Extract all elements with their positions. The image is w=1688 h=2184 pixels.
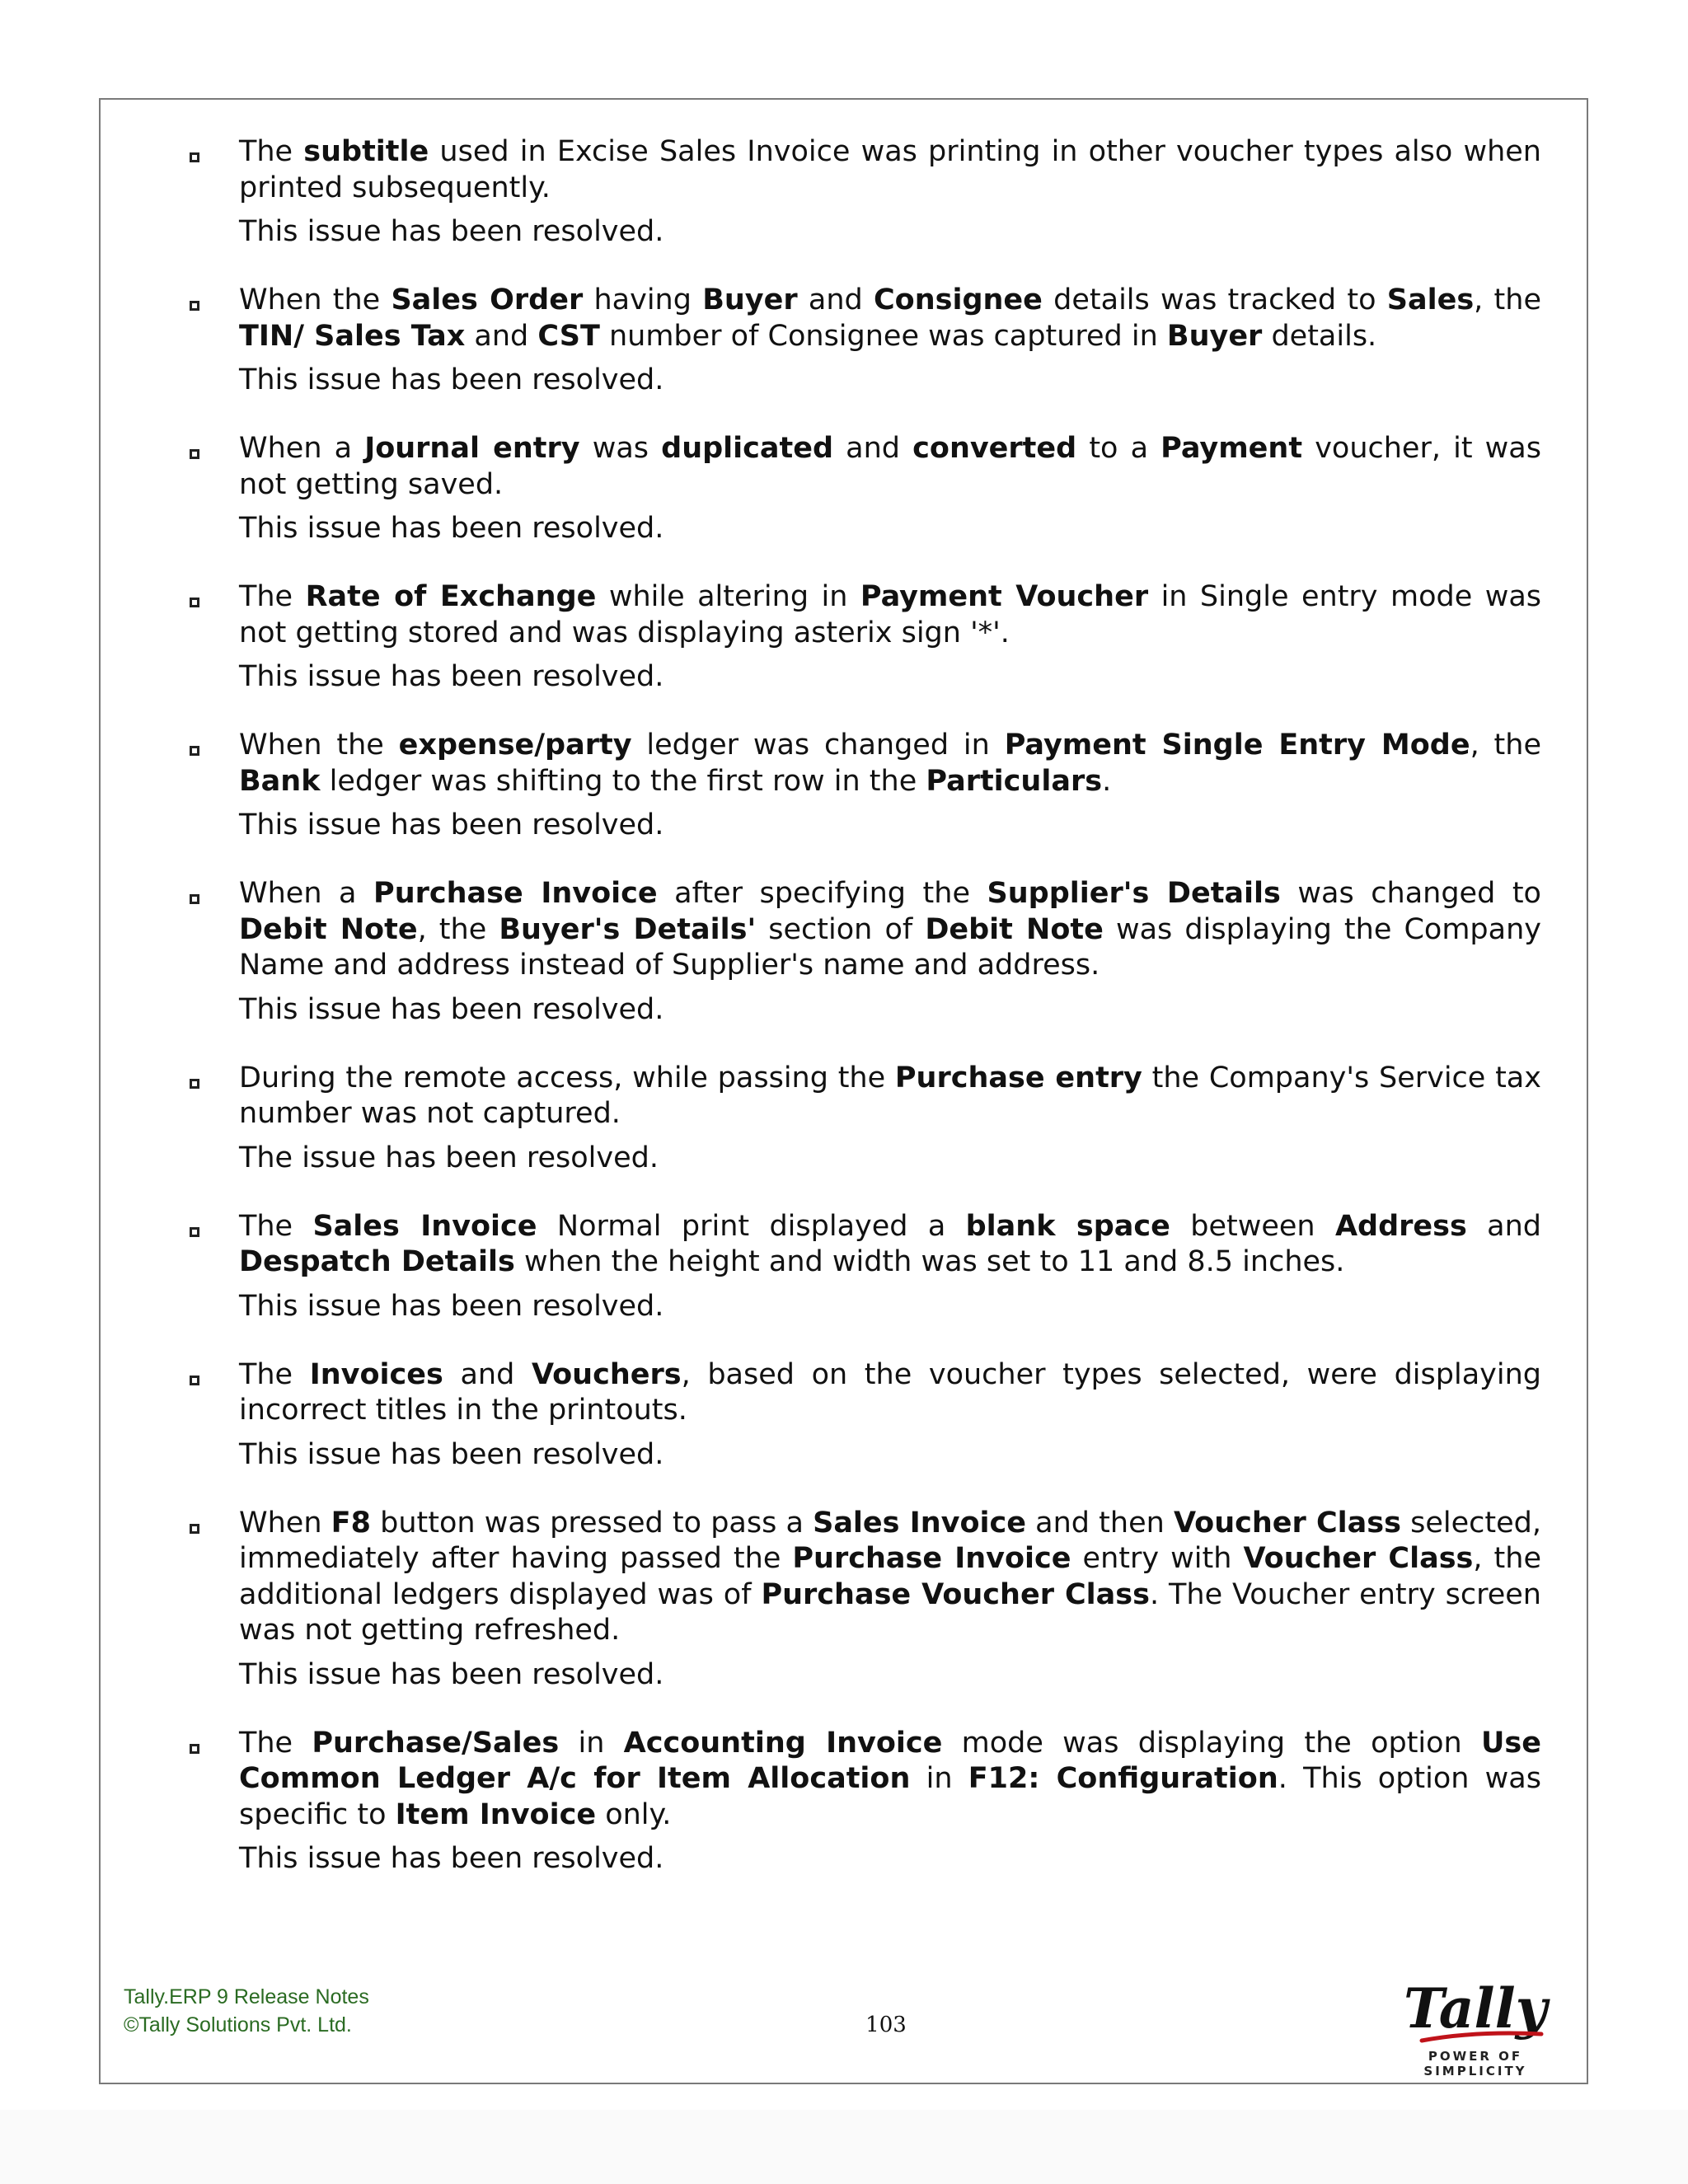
text-run: ledger was changed in	[631, 729, 1005, 762]
logo-tagline: POWER OF SIMPLICITY	[1423, 2049, 1527, 2079]
bold-term: Use Common Ledger A/c for Item Allocation	[239, 1726, 1541, 1795]
text-run: in	[910, 1762, 968, 1795]
text-run: .	[1102, 764, 1112, 798]
bold-term: Purchase Invoice	[373, 877, 658, 910]
issue-item	[185, 1061, 1541, 1176]
square-bullet-icon	[190, 598, 199, 607]
square-bullet-icon	[190, 746, 199, 756]
footer-document-info	[124, 1983, 369, 2039]
square-bullet-icon	[190, 1376, 199, 1385]
issue-item	[185, 1726, 1541, 1877]
resolution-note: This issue has been resolved.	[239, 808, 664, 841]
square-bullet-icon	[190, 301, 199, 311]
footer-copyright: ©Tally Solutions Pvt. Ltd.	[124, 2013, 352, 2036]
resolution-note: The issue has been resolved.	[239, 1141, 659, 1174]
issue-item	[185, 728, 1541, 843]
issue-list	[185, 134, 1541, 1910]
square-bullet-icon	[190, 1079, 199, 1089]
bold-term: Purchase/Sales	[312, 1726, 560, 1760]
text-run: When	[239, 1506, 331, 1540]
bold-term: Payment Single Entry Mode	[1004, 729, 1470, 762]
resolution-note: This issue has been resolved.	[239, 1842, 664, 1875]
text-run: number of Consignee was captured in	[599, 319, 1167, 353]
text-run: was changed to	[1280, 877, 1541, 910]
bold-term: expense/party	[398, 729, 632, 762]
resolution-note: This issue has been resolved.	[239, 1437, 664, 1471]
text-run: voucher, it was not getting saved.	[239, 432, 1541, 501]
bold-term: Payment	[1160, 432, 1303, 465]
bold-term: Debit Note	[239, 912, 418, 946]
bold-term: Sales	[1386, 284, 1475, 316]
bold-term: Buyer	[1166, 319, 1263, 353]
issue-description	[239, 1209, 1541, 1281]
bold-term: converted	[912, 432, 1077, 465]
text-run: to a	[1076, 432, 1161, 465]
bold-term: Buyer	[702, 284, 798, 316]
text-run: entry with	[1071, 1542, 1244, 1575]
issue-item	[185, 134, 1541, 250]
issue-description	[239, 283, 1541, 354]
text-run: ledger was shifting to the first row in the	[320, 764, 926, 798]
bold-term: Voucher Class	[1173, 1506, 1401, 1540]
resolution-note: This issue has been resolved.	[239, 215, 664, 248]
text-run: When a	[239, 432, 365, 465]
bold-term: CST	[537, 319, 600, 353]
issue-item	[185, 1357, 1541, 1473]
resolution-note: This issue has been resolved.	[239, 660, 664, 693]
issue-item	[185, 431, 1541, 546]
bold-term: duplicated	[661, 432, 834, 465]
square-bullet-icon	[190, 152, 199, 162]
issue-item	[185, 579, 1541, 695]
bold-term: Buyer's Details'	[499, 912, 757, 946]
text-run: , based on the voucher types selected, were displaying incorrect titles in the printouts.	[239, 1357, 1541, 1427]
text-run: when the height and width was set to 11 and 8.5 inches.	[514, 1245, 1345, 1278]
resolution-note: This issue has been resolved.	[239, 1289, 664, 1323]
bold-term: Invoices	[309, 1357, 443, 1391]
issue-description	[239, 728, 1541, 799]
bold-term: Voucher Class	[1243, 1542, 1474, 1575]
square-bullet-icon	[190, 894, 199, 904]
text-run: button was pressed to pass a	[370, 1506, 814, 1540]
text-run: Normal print displayed a	[537, 1209, 966, 1243]
tally-logo-wordmark: Tally	[1403, 1976, 1548, 2041]
resolution-note: This issue has been resolved.	[239, 992, 664, 1026]
text-run: , the	[417, 912, 499, 946]
bold-term: Sales Invoice	[312, 1209, 537, 1243]
tally-logo-mark	[1376, 1976, 1574, 2050]
bold-term: Rate of Exchange	[305, 580, 597, 613]
bold-term: Journal entry	[364, 432, 580, 465]
issue-item	[185, 1209, 1541, 1324]
text-run: section of	[756, 912, 926, 946]
text-run: in	[559, 1726, 624, 1760]
issue-description	[239, 1357, 1541, 1429]
text-run: having	[583, 284, 703, 316]
text-run: and then	[1026, 1506, 1174, 1540]
bold-term: Sales Invoice	[813, 1506, 1027, 1540]
text-run: and	[465, 319, 538, 353]
issue-description	[239, 1061, 1541, 1132]
text-run: , the	[1474, 284, 1541, 316]
text-run: The	[239, 1726, 312, 1760]
text-run: only.	[596, 1797, 672, 1831]
bold-term: Accounting Invoice	[623, 1726, 943, 1760]
text-run: was	[579, 432, 662, 465]
bold-term: TIN/ Sales Tax	[239, 319, 466, 353]
bold-term: Sales Order	[391, 284, 584, 316]
text-run: The	[239, 135, 304, 168]
bold-term: F8	[331, 1506, 371, 1540]
text-run: and	[443, 1357, 532, 1391]
text-run: the Company's Service tax number was not captured.	[239, 1061, 1541, 1130]
issue-item	[185, 1506, 1541, 1693]
resolution-note: This issue has been resolved.	[239, 363, 664, 396]
bold-term: F12: Configuration	[968, 1762, 1278, 1795]
bold-term: Address	[1334, 1209, 1467, 1243]
page-number: 103	[865, 2013, 907, 2037]
issue-description	[239, 431, 1541, 503]
bold-term: blank space	[965, 1209, 1170, 1243]
text-run: The	[239, 1357, 310, 1391]
text-run: mode was displaying the option	[942, 1726, 1481, 1760]
bold-term: Debit Note	[925, 912, 1104, 946]
text-run: , the additional ledgers displayed was of	[239, 1542, 1541, 1611]
text-run: . The Voucher entry screen was not getting refreshed.	[239, 1577, 1541, 1647]
bold-term: Consignee	[873, 284, 1043, 316]
page-bottom-margin	[0, 2110, 1688, 2184]
text-run: , the	[1470, 729, 1542, 762]
text-run: after specifying the	[657, 877, 987, 910]
text-run: The	[239, 580, 306, 613]
square-bullet-icon	[190, 1227, 199, 1237]
text-run: selected, immediately after having passed the	[239, 1506, 1541, 1575]
bold-term: Purchase Voucher Class	[761, 1577, 1150, 1611]
text-run: and	[797, 284, 874, 316]
text-run: When the	[239, 284, 392, 316]
text-run: and	[833, 432, 913, 465]
square-bullet-icon	[190, 1524, 199, 1534]
bold-term: Payment Voucher	[860, 580, 1149, 613]
issue-description	[239, 1506, 1541, 1649]
bold-term: Supplier's Details	[987, 877, 1281, 910]
issue-item	[185, 283, 1541, 398]
issue-description	[239, 1726, 1541, 1834]
resolution-note: This issue has been resolved.	[239, 512, 664, 545]
text-run: The	[239, 1209, 313, 1243]
text-run: and	[1466, 1209, 1541, 1243]
text-run: When the	[239, 729, 399, 762]
resolution-note: This issue has been resolved.	[239, 1657, 664, 1691]
text-run: details was tracked to	[1042, 284, 1387, 316]
bold-term: Bank	[239, 764, 321, 798]
bold-term: Purchase Invoice	[792, 1542, 1071, 1575]
text-run: When a	[239, 877, 374, 910]
text-run: was displaying the Company Name and address instead of Supplier's name and address.	[239, 912, 1541, 982]
text-run: During the remote access, while passing the	[239, 1061, 895, 1094]
issue-description	[239, 579, 1541, 651]
bold-term: subtitle	[303, 135, 429, 168]
issue-item	[185, 876, 1541, 1028]
footer-document-title: Tally.ERP 9 Release Notes	[124, 1985, 369, 2008]
bold-term: Purchase entry	[894, 1061, 1142, 1094]
bold-term: Vouchers	[531, 1357, 682, 1391]
bold-term: Despatch Details	[239, 1245, 515, 1278]
text-run: while altering in	[596, 580, 860, 613]
text-run: in Single entry mode was not getting stored and was displaying asterix sign '*'.	[239, 580, 1542, 649]
issue-description	[239, 134, 1541, 206]
text-run: details.	[1262, 319, 1377, 353]
square-bullet-icon	[190, 449, 199, 459]
text-run: . This option was specific to	[239, 1762, 1541, 1831]
text-run: used in Excise Sales Invoice was printing in other voucher types also when printed subsequently.	[239, 135, 1541, 204]
bold-term: Item Invoice	[395, 1797, 597, 1831]
issue-description	[239, 876, 1541, 984]
text-run: between	[1170, 1209, 1335, 1243]
bold-term: Particulars	[926, 764, 1103, 798]
square-bullet-icon	[190, 1744, 199, 1754]
